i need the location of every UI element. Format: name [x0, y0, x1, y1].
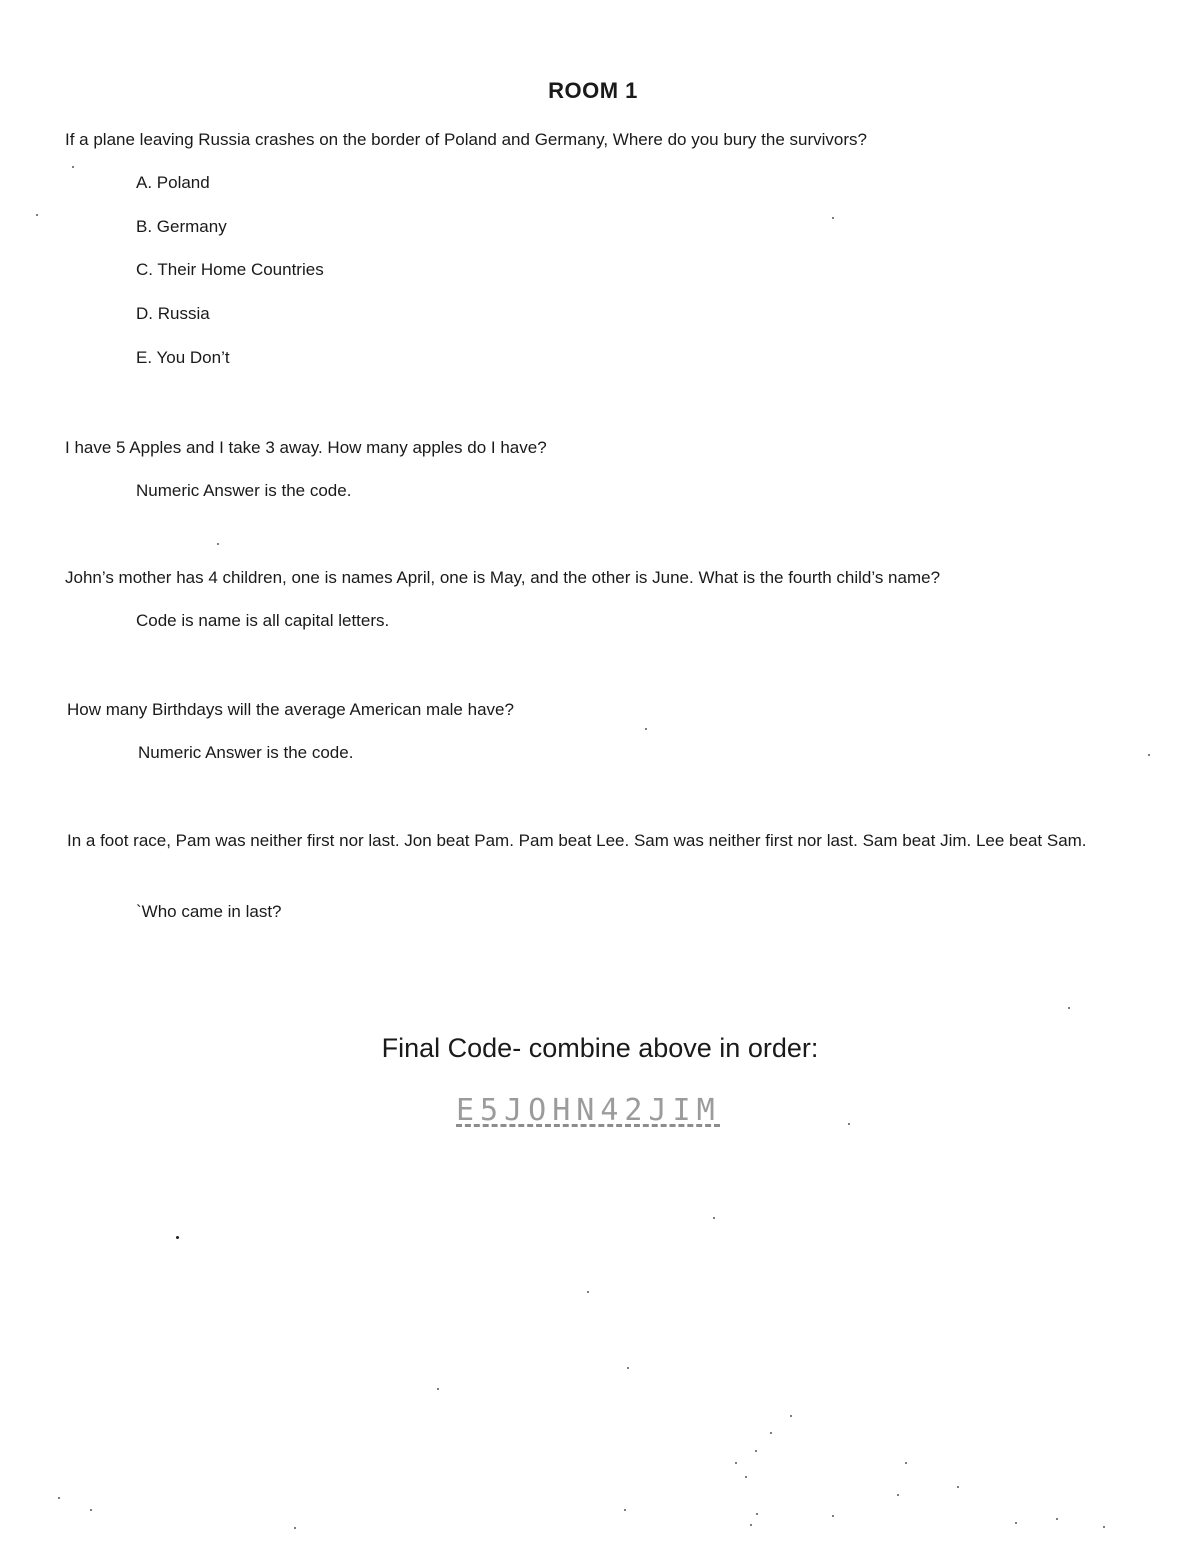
scan-speck: [756, 1513, 758, 1515]
scan-speck: [72, 166, 74, 168]
question-2-text: I have 5 Apples and I take 3 away. How many apples do I have?: [65, 438, 547, 457]
scan-speck: [848, 1123, 850, 1125]
scan-speck: [1148, 754, 1150, 756]
scan-speck: [770, 1432, 772, 1434]
scan-speck: [176, 1236, 179, 1239]
scan-speck: [790, 1415, 792, 1417]
question-4-text: How many Birthdays will the average American male have?: [67, 700, 514, 719]
scan-speck: [627, 1367, 629, 1369]
scan-speck: [90, 1509, 92, 1511]
scan-speck: [36, 214, 38, 216]
scan-speck: [294, 1527, 296, 1529]
question-1-options: [136, 171, 324, 389]
question-5-note: `Who came in last?: [136, 902, 282, 921]
option-a: A. Poland: [136, 173, 210, 192]
scan-speck: [645, 728, 647, 730]
option-c: C. Their Home Countries: [136, 260, 324, 280]
scan-speck: [217, 543, 219, 545]
question-5-text: In a foot race, Pam was neither first nor last. Jon beat Pam. Pam beat Lee. Sam was neither first nor last. Sam beat Jim. Lee beat Sam.: [67, 831, 1087, 850]
option-b: B. Germany: [136, 216, 227, 236]
page-title: ROOM 1: [548, 78, 638, 103]
scan-speck: [624, 1509, 626, 1511]
scan-speck: [897, 1494, 899, 1496]
question-1-text: If a plane leaving Russia crashes on the border of Poland and Germany, Where do you bury the survivors?: [65, 130, 867, 149]
scan-speck: [755, 1450, 757, 1452]
scan-speck: [832, 217, 834, 219]
scan-speck: [745, 1476, 747, 1478]
final-code-label: Final Code- combine above in order:: [381, 1033, 819, 1063]
scan-speck: [1068, 1007, 1070, 1009]
scan-speck: [58, 1497, 60, 1499]
scan-speck: [587, 1291, 589, 1293]
question-3-text: John’s mother has 4 children, one is names April, one is May, and the other is June. What is the fourth child’s name?: [65, 568, 941, 587]
final-code-value: E5JOHN42JIM: [456, 1093, 721, 1128]
scan-speck: [832, 1515, 834, 1517]
scan-speck: [957, 1486, 959, 1488]
scan-speck: [1056, 1518, 1058, 1520]
question-3-note: Code is name is all capital letters.: [136, 611, 390, 630]
scan-speck: [750, 1524, 752, 1526]
scan-speck: [713, 1217, 715, 1219]
scan-speck: [1015, 1522, 1017, 1524]
scan-speck: [905, 1462, 907, 1464]
question-2-note: Numeric Answer is the code.: [136, 481, 352, 500]
scan-speck: [1103, 1526, 1105, 1528]
option-e: E. You Don’t: [136, 347, 230, 367]
scan-speck: [735, 1462, 737, 1464]
scan-speck: [437, 1388, 439, 1390]
question-4-note: Numeric Answer is the code.: [138, 743, 354, 762]
option-d: D. Russia: [136, 304, 210, 324]
